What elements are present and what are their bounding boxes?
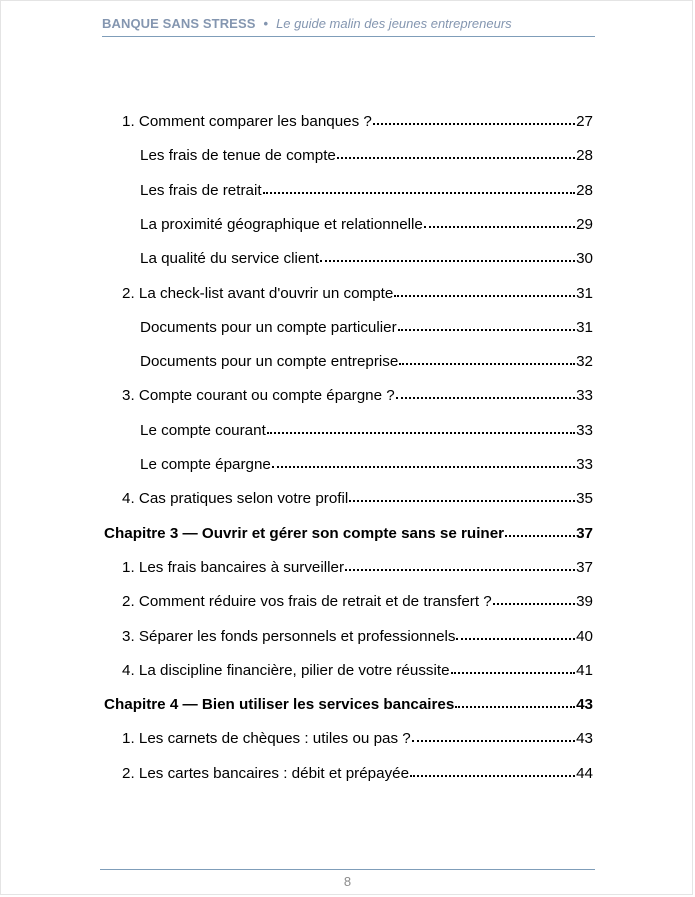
toc-dot-leader <box>456 638 575 640</box>
toc-dot-leader <box>451 672 576 674</box>
toc-dot-leader <box>263 192 576 194</box>
toc-entry[interactable] <box>140 181 593 201</box>
toc-entry[interactable] <box>122 592 593 612</box>
toc-page-number: 32 <box>576 353 593 370</box>
toc-entry-title: Les frais de retrait <box>140 182 262 199</box>
toc-page-number: 37 <box>576 525 593 542</box>
toc-entry[interactable] <box>140 421 593 441</box>
toc-dot-leader <box>345 569 575 571</box>
running-header <box>102 16 595 37</box>
toc-dot-leader <box>349 500 575 502</box>
toc-page-number: 41 <box>576 662 593 679</box>
toc-entry[interactable] <box>122 386 593 406</box>
toc-dot-leader <box>424 226 575 228</box>
toc-page-number: 44 <box>576 765 593 782</box>
toc-page-number: 30 <box>576 250 593 267</box>
toc-page-number: 40 <box>576 628 593 645</box>
toc-entry-title: 1. Comment comparer les banques ? <box>122 113 372 130</box>
toc-entry-title: 1. Les carnets de chèques : utiles ou pas ? <box>122 730 411 747</box>
toc-entry[interactable] <box>140 318 593 338</box>
toc-entry-title: 4. La discipline financière, pilier de votre réussite <box>122 662 450 679</box>
toc-entry[interactable] <box>122 558 593 578</box>
toc-page-number: 43 <box>576 696 593 713</box>
toc-page-number: 28 <box>576 182 593 199</box>
toc-entry[interactable] <box>122 729 593 749</box>
toc-page-number: 31 <box>576 319 593 336</box>
toc-entry[interactable] <box>122 489 593 509</box>
toc-dot-leader <box>399 363 575 365</box>
toc-entry[interactable] <box>140 215 593 235</box>
toc-dot-leader <box>398 329 575 331</box>
toc-page-number: 29 <box>576 216 593 233</box>
header-subtitle: Le guide malin des jeunes entrepreneurs <box>276 16 512 31</box>
toc-entry-title: Le compte courant <box>140 422 266 439</box>
toc-chapter-entry[interactable] <box>104 524 593 544</box>
toc-page-number: 33 <box>576 456 593 473</box>
toc-entry-title: Chapitre 3 — Ouvrir et gérer son compte sans se ruiner <box>104 525 505 542</box>
toc-dot-leader <box>267 432 575 434</box>
toc-dot-leader <box>412 740 575 742</box>
toc-entry[interactable] <box>122 112 593 132</box>
toc-entry-title: Les frais de tenue de compte <box>140 147 336 164</box>
toc-entry-title: Chapitre 4 — Bien utiliser les services bancaires <box>104 696 455 713</box>
toc-chapter-entry[interactable] <box>104 695 593 715</box>
running-footer <box>100 869 595 889</box>
toc-entry[interactable] <box>122 764 593 784</box>
toc-entry[interactable] <box>140 352 593 372</box>
toc-dot-leader <box>505 535 575 537</box>
toc-entry[interactable] <box>140 249 593 269</box>
toc-dot-leader <box>455 706 575 708</box>
header-separator: • <box>263 16 269 31</box>
toc-entry-title: Documents pour un compte entreprise <box>140 353 399 370</box>
toc-dot-leader <box>272 466 575 468</box>
toc-dot-leader <box>410 775 575 777</box>
toc-entry-title: Le compte épargne <box>140 456 271 473</box>
toc-entry-title: 2. Comment réduire vos frais de retrait et de transfert ? <box>122 593 492 610</box>
toc-dot-leader <box>373 123 575 125</box>
toc-dot-leader <box>337 157 575 159</box>
page-number: 8 <box>343 874 352 889</box>
toc-page-number: 28 <box>576 147 593 164</box>
toc-dot-leader <box>320 260 575 262</box>
toc-page-number: 27 <box>576 113 593 130</box>
toc-entry[interactable] <box>140 146 593 166</box>
toc-entry-title: Documents pour un compte particulier <box>140 319 397 336</box>
toc-entry-title: 4. Cas pratiques selon votre profil <box>122 490 349 507</box>
toc-page-number: 31 <box>576 285 593 302</box>
toc-entry-title: 2. La check-list avant d'ouvrir un compte <box>122 285 394 302</box>
toc-entry-title: 1. Les frais bancaires à surveiller <box>122 559 345 576</box>
toc-entry[interactable] <box>140 455 593 475</box>
toc-entry-title: 3. Séparer les fonds personnels et professionnels <box>122 628 456 645</box>
toc-entry[interactable] <box>122 627 593 647</box>
toc-page-number: 33 <box>576 387 593 404</box>
toc-entry-title: 3. Compte courant ou compte épargne ? <box>122 387 395 404</box>
toc-dot-leader <box>394 295 575 297</box>
toc-page-number: 43 <box>576 730 593 747</box>
header-brand: BANQUE SANS STRESS <box>102 16 256 31</box>
toc-dot-leader <box>396 397 575 399</box>
toc-entry-title: 2. Les cartes bancaires : débit et prépayée <box>122 765 410 782</box>
toc-page-number: 37 <box>576 559 593 576</box>
toc-entry[interactable] <box>122 284 593 304</box>
toc-page-number: 35 <box>576 490 593 507</box>
toc-page-number: 33 <box>576 422 593 439</box>
toc-entry[interactable] <box>122 661 593 681</box>
toc-entry-title: La proximité géographique et relationnelle <box>140 216 423 233</box>
toc-entry-title: La qualité du service client <box>140 250 319 267</box>
toc-page-number: 39 <box>576 593 593 610</box>
toc-dot-leader <box>493 603 575 605</box>
